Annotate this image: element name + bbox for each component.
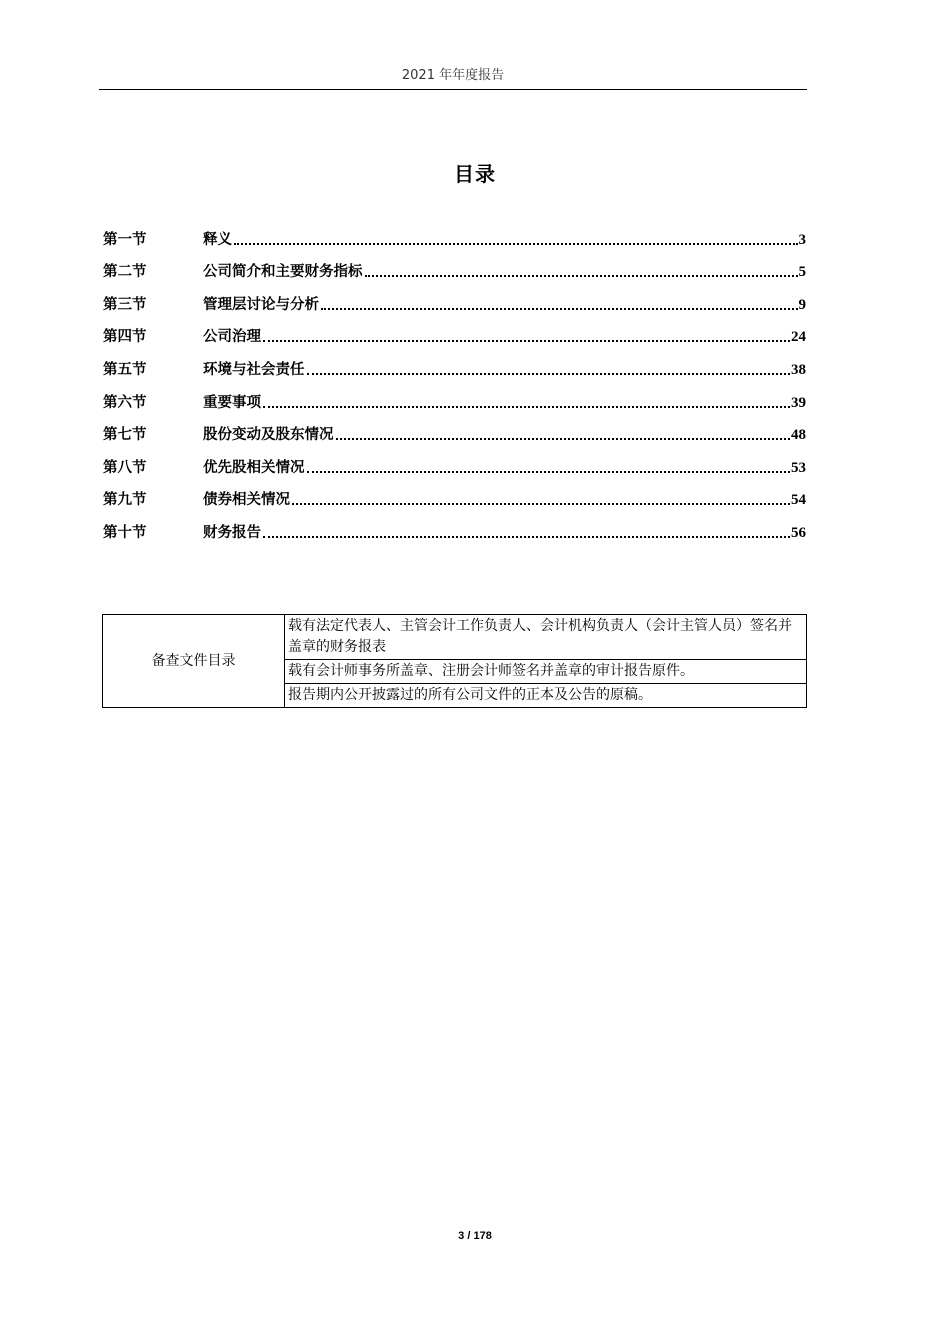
toc-page-number: 48 [791, 427, 806, 444]
toc-section-number: 第八节 [103, 459, 147, 476]
toc-item[interactable] [103, 477, 806, 510]
toc-section-number: 第七节 [103, 427, 147, 444]
toc-section-number: 第五节 [103, 361, 147, 378]
toc-section-title: 优先股相关情况 [203, 459, 305, 476]
toc-page-number: 53 [791, 459, 806, 476]
reference-doc-item: 报告期内公开披露过的所有公司文件的正本及公告的原稿。 [285, 684, 807, 708]
header-title: 2021 年年度报告 [401, 68, 505, 83]
toc-leader-dots [365, 275, 798, 277]
toc-page-number: 5 [798, 264, 806, 281]
toc-section-number: 第二节 [103, 264, 147, 281]
toc-item[interactable] [103, 509, 806, 542]
page-number-indicator: 3 / 178 [458, 1230, 492, 1242]
toc-item[interactable] [103, 281, 806, 314]
toc-page-number: 39 [791, 394, 806, 411]
toc-title: 目录 [454, 162, 496, 186]
reference-doc-item: 载有会计师事务所盖章、注册会计师签名并盖章的审计报告原件。 [285, 660, 807, 684]
toc-section-number: 第六节 [103, 394, 147, 411]
toc-section-number: 第一节 [103, 231, 147, 248]
toc-leader-dots [263, 536, 790, 538]
page-footer [0, 1230, 950, 1242]
toc-page-number: 38 [791, 361, 806, 378]
toc-section-title: 公司简介和主要财务指标 [203, 264, 363, 281]
toc-item[interactable] [103, 379, 806, 412]
toc-section-title: 股份变动及股东情况 [203, 427, 334, 444]
toc-section-title: 公司治理 [203, 329, 261, 346]
toc-page-number: 24 [791, 329, 806, 346]
toc-section-number: 第三节 [103, 296, 147, 313]
toc-leader-dots [263, 340, 790, 342]
toc-leader-dots [336, 438, 791, 440]
page-header [99, 66, 807, 90]
toc-section-number: 第四节 [103, 329, 147, 346]
table-of-contents [103, 216, 806, 542]
toc-item[interactable] [103, 444, 806, 477]
toc-leader-dots [321, 308, 798, 310]
toc-item[interactable] [103, 412, 806, 445]
toc-item[interactable] [103, 249, 806, 282]
reference-documents-table [102, 614, 807, 708]
toc-item[interactable] [103, 216, 806, 249]
toc-section-title: 释义 [203, 231, 232, 248]
toc-section-title: 管理层讨论与分析 [203, 296, 319, 313]
toc-item[interactable] [103, 314, 806, 347]
toc-page-number: 3 [798, 231, 806, 248]
toc-item[interactable] [103, 346, 806, 379]
toc-leader-dots [307, 373, 791, 375]
toc-leader-dots [263, 406, 790, 408]
toc-section-title: 重要事项 [203, 394, 261, 411]
toc-leader-dots [292, 503, 790, 505]
toc-leader-dots [307, 471, 791, 473]
reference-docs-label: 备查文件目录 [103, 615, 285, 708]
toc-page-number: 54 [791, 492, 806, 509]
toc-page-number: 9 [798, 296, 806, 313]
toc-section-number: 第十节 [103, 524, 147, 541]
toc-section-title: 财务报告 [203, 524, 261, 541]
toc-leader-dots [234, 243, 798, 245]
reference-doc-item: 载有法定代表人、主管会计工作负责人、会计机构负责人（会计主管人员）签名并盖章的财务报表 [285, 615, 807, 660]
toc-section-title: 债券相关情况 [203, 492, 290, 509]
toc-page-number: 56 [791, 524, 806, 541]
toc-section-title: 环境与社会责任 [203, 361, 305, 378]
toc-section-number: 第九节 [103, 492, 147, 509]
table-row [103, 615, 807, 660]
